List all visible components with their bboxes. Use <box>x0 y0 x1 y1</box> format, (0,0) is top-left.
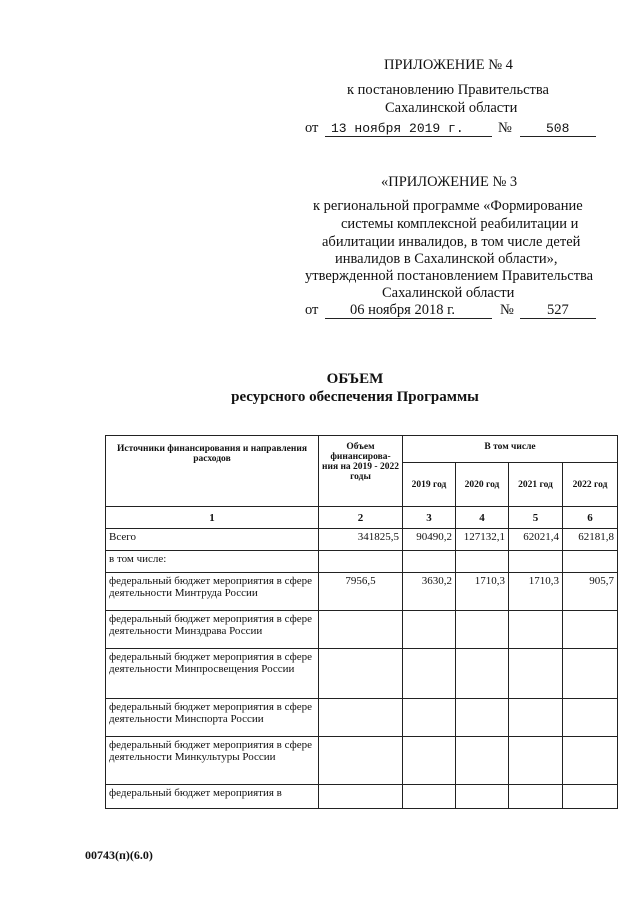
row-total: 7956,5 <box>319 573 403 611</box>
row-2019 <box>403 785 456 809</box>
appendix4-from-label: от <box>305 120 319 136</box>
table-row <box>106 573 618 611</box>
appendix4-title: ПРИЛОЖЕНИЕ № 4 <box>384 57 513 73</box>
row-2019 <box>403 649 456 699</box>
row-2021 <box>509 611 563 649</box>
row-label: федеральный бюджет мероприятия в сфере деятельности Минтруда России <box>106 573 319 611</box>
row-total <box>319 737 403 785</box>
header-including: В том числе <box>403 436 618 463</box>
table-row <box>106 737 618 785</box>
appendix4-line2: Сахалинской области <box>385 100 518 116</box>
table-row <box>106 529 618 551</box>
row-label: федеральный бюджет мероприятия в сфере деятельности Минпросвещения России <box>106 649 319 699</box>
row-2020: 1710,3 <box>456 573 509 611</box>
row-label: Всего <box>106 529 319 551</box>
row-2021 <box>509 785 563 809</box>
appendix3-line: абилитации инвалидов, в том числе детей <box>322 234 581 250</box>
header-volume: Объем финансирова- ния на 2019 - 2022 годы <box>319 436 403 507</box>
document-code: 00743(п)(6.0) <box>85 848 153 862</box>
appendix4-date-underline <box>325 136 492 137</box>
header-year: 2021 год <box>509 463 563 507</box>
row-label: федеральный бюджет мероприятия в <box>106 785 319 809</box>
row-2019 <box>403 737 456 785</box>
row-label: федеральный бюджет мероприятия в сфере деятельности Минспорта России <box>106 699 319 737</box>
row-2022 <box>563 611 618 649</box>
col-number: 5 <box>509 507 563 529</box>
row-2022 <box>563 551 618 573</box>
row-total: 341825,5 <box>319 529 403 551</box>
row-2020 <box>456 785 509 809</box>
appendix3-no-label: № <box>500 302 514 318</box>
appendix3-line: к региональной программе «Формирование <box>313 198 583 214</box>
row-2022 <box>563 785 618 809</box>
row-2021: 62021,4 <box>509 529 563 551</box>
appendix3-title: «ПРИЛОЖЕНИЕ № 3 <box>381 174 518 190</box>
row-2020: 127132,1 <box>456 529 509 551</box>
table-row <box>106 699 618 737</box>
row-2021 <box>509 737 563 785</box>
appendix4-date: 13 ноября 2019 г. <box>331 121 464 136</box>
row-2019: 3630,2 <box>403 573 456 611</box>
header-year: 2020 год <box>456 463 509 507</box>
row-total <box>319 699 403 737</box>
row-2021 <box>509 699 563 737</box>
appendix4-number: 508 <box>546 121 570 136</box>
row-2020 <box>456 611 509 649</box>
appendix3-number: 527 <box>547 302 569 318</box>
header-sources: Источники финансирования и направления расходов <box>106 436 319 507</box>
col-number: 1 <box>106 507 319 529</box>
table-row <box>106 551 618 573</box>
col-number: 6 <box>563 507 618 529</box>
row-2019 <box>403 551 456 573</box>
appendix3-line: системы комплексной реабилитации и <box>341 216 579 232</box>
appendix3-line: утвержденной постановлением Правительства <box>305 268 594 284</box>
resource-table <box>105 435 618 809</box>
table-row <box>106 649 618 699</box>
appendix3-line: Сахалинской области <box>382 285 515 301</box>
row-label: федеральный бюджет мероприятия в сфере деятельности Минздрава России <box>106 611 319 649</box>
row-2021 <box>509 551 563 573</box>
row-2022: 62181,8 <box>563 529 618 551</box>
row-2020 <box>456 649 509 699</box>
row-2019 <box>403 611 456 649</box>
row-2022 <box>563 737 618 785</box>
appendix3-line: инвалидов в Сахалинской области», <box>335 251 558 267</box>
row-2022 <box>563 649 618 699</box>
table-row <box>106 785 618 809</box>
appendix4-number-underline <box>520 136 596 137</box>
row-2019: 90490,2 <box>403 529 456 551</box>
row-2021: 1710,3 <box>509 573 563 611</box>
header-year: 2019 год <box>403 463 456 507</box>
row-total <box>319 611 403 649</box>
row-2020 <box>456 699 509 737</box>
col-number: 4 <box>456 507 509 529</box>
appendix3-from-label: от <box>305 302 319 318</box>
appendix3-date: 06 ноября 2018 г. <box>350 302 456 318</box>
row-total <box>319 649 403 699</box>
appendix4-no-label: № <box>498 120 512 136</box>
row-2022: 905,7 <box>563 573 618 611</box>
row-total <box>319 551 403 573</box>
page-subtitle: ресурсного обеспечения Программы <box>231 389 479 405</box>
row-label: федеральный бюджет мероприятия в сфере деятельности Минкультуры России <box>106 737 319 785</box>
row-2021 <box>509 649 563 699</box>
row-2022 <box>563 699 618 737</box>
row-2020 <box>456 551 509 573</box>
appendix3-date-underline <box>325 318 492 319</box>
appendix3-number-underline <box>520 318 596 319</box>
row-2020 <box>456 737 509 785</box>
header-year: 2022 год <box>563 463 618 507</box>
appendix4-line1: к постановлению Правительства <box>347 82 549 98</box>
row-total <box>319 785 403 809</box>
col-number: 2 <box>319 507 403 529</box>
table-row <box>106 611 618 649</box>
col-number: 3 <box>403 507 456 529</box>
page-title: ОБЪЕМ <box>326 371 384 387</box>
row-2019 <box>403 699 456 737</box>
row-label: в том числе: <box>106 551 319 573</box>
